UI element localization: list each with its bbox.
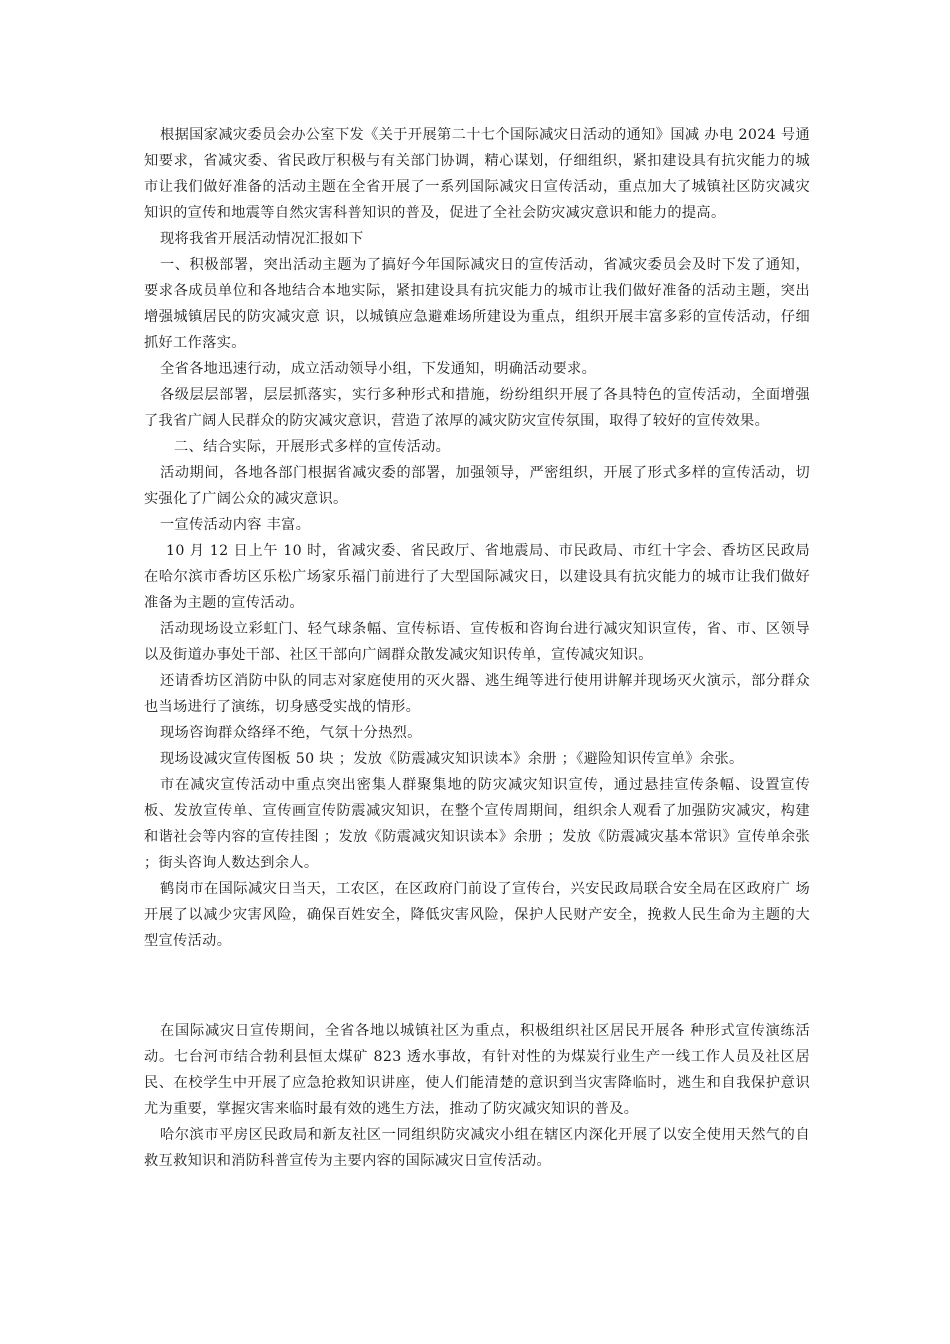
- paragraph-community-drills: 在国际减灾日宣传期间，全省各地以城镇社区为重点，积极组织社区居民开展各 种形式宣传演练活动。七台河市结合勃利县恒太煤矿 823 透水事故，有针对性的为煤炭行业生产一线工作人员及社区居民、在校学生中开展了应急抢救知识讲座，使人们能清楚的意识到当灾害降临时，逃生和自我保护意识尤为重要，掌握灾害来临时最有效的逃生方法，推动了防灾减灾知识的普及。: [144, 1023, 810, 1117]
- paragraph-hegang: 鹤岗市在国际减灾日当天，工农区，在区政府门前设了宣传台，兴安民政局联合安全局在区政府广 场开展了以减少灾害风险，确保百姓安全，降低灾害风险，保护人民财产安全，挽救人民生命为主题的大型宣传活动。: [144, 881, 810, 949]
- paragraph-heading-one: 一、积极部署，突出活动主题为了搞好今年国际减灾日的宣传活动，省减灾委员会及时下发了通知，要求各成员单位和各地结合本地实际，紧扣建设具有抗灾能力的城市让我们做好准备的活动主题，突出增强城镇居民的防灾减灾意 识，以城镇应急避难场所建设为重点，组织开展丰富多彩的宣传活动，仔细抓好工作落实。: [144, 257, 810, 351]
- paragraph-report-lead: 现将我省开展活动情况汇报如下: [160, 231, 364, 247]
- paragraph-activity-period: 活动期间，各地各部门根据省减灾委的部署，加强领导，严密组织，开展了形式多样的宣传活动，切实强化了广阔公众的减灾意识。: [144, 465, 810, 507]
- paragraph-heading-two: 二、结合实际，开展形式多样的宣传活动。: [174, 439, 451, 455]
- paragraph-pingfang: 哈尔滨市平房区民政局和新友社区一同组织防灾减灾小组在辖区内深化开展了以安全使用天然气的自救互救知识和消防科普宣传为主要内容的国际减灾日宣传活动。: [144, 1127, 810, 1169]
- paragraph-city-campaign: 市在减灾宣传活动中重点突出密集人群聚集地的防灾减灾知识宣传，通过悬挂宣传条幅、设置宣传板、发放宣传单、宣传画宣传防震减灾知识，在整个宣传周期间，组织余人观看了加强防灾减灾，构建和谐社会等内容的宣传挂图 ；发放《防震减灾知识读本》余册 ；发放《防震减灾基本常识》宣传单余张 ；街头咨询人数达到余人。: [144, 777, 810, 871]
- section-gap: [144, 954, 810, 1018]
- paragraph-materials: 现场设减灾宣传图板 50 块 ；发放《防震减灾知识读本》余册 ；《避险知识传宣单》余张。: [160, 751, 744, 767]
- paragraph-notice-intro: 根据国家减灾委员会办公室下发《关于开展第二十七个国际减灾日活动的通知》国减 办电 2024 号通知要求，省减灾委、省民政厅积极与有关部门协调，精心谋划，仔细组织，紧扣建设具有抗灾能力的城市让我们做好准备的活动主题在全省开展了一系列国际减灾日宣传活动，重点加大了城镇社区防灾减灾知识的宣传和地震等自然灾害科普知识的普及，促进了全社会防灾减灾意识和能力的提高。: [144, 127, 810, 221]
- document-page: [144, 122, 810, 1174]
- paragraph-fire-demo: 还请香坊区消防中队的同志对家庭使用的灭火器、逃生绳等进行使用讲解并现场灭火演示，部分群众也当场进行了演练，切身感受实战的情形。: [144, 673, 810, 715]
- paragraph-site-setup: 活动现场设立彩虹门、轻气球条幅、宣传标语、宣传板和咨询台进行减灾知识宣传，省、市、区领导以及街道办事处干部、社区干部向广阔群众散发减灾知识传单，宣传减灾知识。: [144, 621, 810, 663]
- paragraph-crowd: 现场咨询群众络绎不绝，气氛十分热烈。: [160, 725, 422, 741]
- paragraph-levels-deploy: 各级层层部署，层层抓落实，实行多种形式和措施，纷纷组织开展了各具特色的宣传活动，全面增强了我省广阔人民群众的防灾减灾意识，营造了浓厚的减灾防灾宣传氛围，取得了较好的宣传效果。: [144, 387, 810, 429]
- paragraph-oct-12-event: 10 月 12 日上午 10 时，省减灾委、省民政厅、省地震局、市民政局、市红十字会、香坊区民政局在哈尔滨市香坊区乐松广场家乐福门前进行了大型国际减灾日，以建设具有抗灾能力的城市让我们做好准备为主题的宣传活动。: [144, 543, 810, 611]
- paragraph-province-action: 全省各地迅速行动，成立活动领导小组，下发通知，明确活动要求。: [160, 361, 597, 377]
- paragraph-subheading-content: 一宣传活动内容 丰富。: [160, 517, 311, 533]
